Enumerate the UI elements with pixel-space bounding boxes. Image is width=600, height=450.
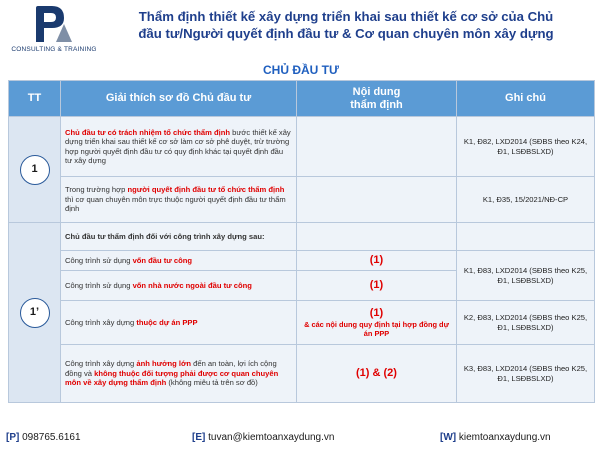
header-note: Ghi chú: [457, 81, 595, 117]
g2-row-3-pre: Công trình xây dựng: [65, 317, 137, 327]
group-2-intro-content: [297, 223, 457, 251]
row-1-desc: [61, 117, 297, 177]
g2-row-2-pre: Công trình sử dụng: [65, 280, 133, 290]
g2-row-1-highlight: vốn đầu tư công: [132, 255, 193, 265]
row-2-note: K1, Đ35, 15/2021/NĐ-CP: [457, 177, 595, 223]
g2-row-4-content: [297, 345, 457, 403]
g2-row-3-content-sub: & các nội dung quy định tại hợp đồng dự án PPP: [304, 320, 449, 338]
g2-row-4-desc: [61, 345, 297, 403]
table-row: [9, 177, 595, 223]
phone-link[interactable]: 098765.6161: [22, 432, 81, 443]
row-2-desc-highlight: người quyết định đầu tư tổ chức thẩm định: [127, 185, 285, 195]
g2-row-3-note: K2, Đ83, LXD2014 (SĐBS theo K25, Đ1, LSĐBSLXD): [457, 301, 595, 345]
g2-row-4-mid: đến an toàn, lợi ích cộng đồng và: [65, 359, 277, 378]
g2-row-3-content-value: (1): [369, 307, 384, 319]
g2-row-1-content: [297, 251, 457, 271]
web-tag: [W]: [440, 432, 457, 443]
title-line-1: Thẩm định thiết kế xây dựng triển khai sau thiết kế cơ sở của Chủ: [138, 9, 554, 24]
header-content: [297, 81, 457, 117]
g2-row-4-pre: Công trình xây dựng: [65, 359, 137, 369]
page-title: [100, 8, 592, 42]
approval-table: [8, 80, 595, 403]
footer: [0, 426, 600, 450]
g2-row-3-desc: [61, 301, 297, 345]
logo-tagline: CONSULTING & TRAINING: [11, 46, 97, 53]
row-2-desc-text: thì cơ quan chuyên môn trực thuộc người quyết định đầu tư thẩm định: [65, 194, 286, 214]
group-2-tt-cell: [9, 223, 61, 403]
footer-phone: [6, 432, 81, 443]
g2-row-2-content-value: (1): [369, 279, 384, 291]
g2-row-4-highlight-2: không thuộc đối tượng phải được cơ quan chuyên môn về xây dựng thẩm định: [65, 368, 279, 388]
email-tag: [E]: [192, 432, 206, 443]
title-line-2: đầu tư/Người quyết định đầu tư & Cơ quan chuyên môn xây dựng: [138, 26, 554, 41]
header-tt: TT: [9, 81, 61, 117]
web-link[interactable]: kiemtoanxaydung.vn: [458, 432, 551, 443]
group-1-badge: 1: [20, 155, 50, 185]
group-2-badge: 1’: [20, 298, 50, 328]
table-row: [9, 223, 595, 251]
company-logo: [8, 4, 100, 58]
group-2-intro-note: [457, 223, 595, 251]
group-1-tt-cell: [9, 117, 61, 223]
g2-row-1-pre: Công trình sử dụng: [65, 255, 133, 265]
row-1-desc-highlight: Chủ đầu tư có trách nhiệm tổ chức thẩm định: [65, 127, 230, 137]
header-desc: Giải thích sơ đồ Chủ đầu tư: [61, 81, 297, 117]
table-header-row: [9, 81, 595, 117]
g2-row-2-desc: [61, 271, 297, 301]
phone-tag: [P]: [6, 432, 20, 443]
header-content-line-2: thẩm định: [350, 98, 403, 111]
g2-row-1-content-value: (1): [369, 254, 384, 266]
row-2-desc-pre: Trong trường hợp: [65, 185, 128, 195]
group-2-intro: Chủ đầu tư thẩm định đối với công trình xây dựng sau:: [61, 223, 297, 251]
g2-row-2-highlight: vốn nhà nước ngoài đầu tư công: [132, 280, 252, 290]
footer-email: [192, 432, 334, 443]
row-2-desc: [61, 177, 297, 223]
row-1-desc-text: bước thiết kế xây dựng triển khai sau thiết kế cơ sở làm cơ sở phê duyệt, trừ trường hợp người quyết định đầu tư có quy định khác tại quyết định đầu tư xây dựng: [65, 127, 291, 165]
table-row: [9, 117, 595, 177]
email-link[interactable]: tuvan@kiemtoanxaydung.vn: [208, 432, 335, 443]
g2-row-4-content-value: (1) & (2): [356, 367, 397, 379]
row-1-content: [297, 117, 457, 177]
table-row: [9, 251, 595, 271]
g2-row-3-content: [297, 301, 457, 345]
g2-row-1-desc: [61, 251, 297, 271]
table-row: [9, 345, 595, 403]
g2-row-4-note: K3, Đ83, LXD2014 (SĐBS theo K25, Đ1, LSĐBSLXD): [457, 345, 595, 403]
g2-row-2-content: [297, 271, 457, 301]
table-row: [9, 301, 595, 345]
footer-web: [440, 432, 551, 443]
g2-row-3-highlight: thuộc dự án PPP: [136, 317, 198, 327]
g2-row-4-highlight: ảnh hưởng lớn: [136, 359, 192, 369]
section-heading: CHỦ ĐẦU TƯ: [263, 63, 339, 77]
logo-mark-icon: [30, 4, 74, 44]
g2-row-1-2-note: K1, Đ83, LXD2014 (SĐBS theo K25, Đ1, LSĐBSLXD): [457, 251, 595, 301]
row-1-note: K1, Đ82, LXD2014 (SĐBS theo K24, Đ1, LSĐBSLXD): [457, 117, 595, 177]
header-content-line-1: Nội dung: [352, 85, 401, 98]
g2-row-4-post: (không miêu tả trên sơ đồ): [166, 378, 258, 388]
row-2-content: [297, 177, 457, 223]
